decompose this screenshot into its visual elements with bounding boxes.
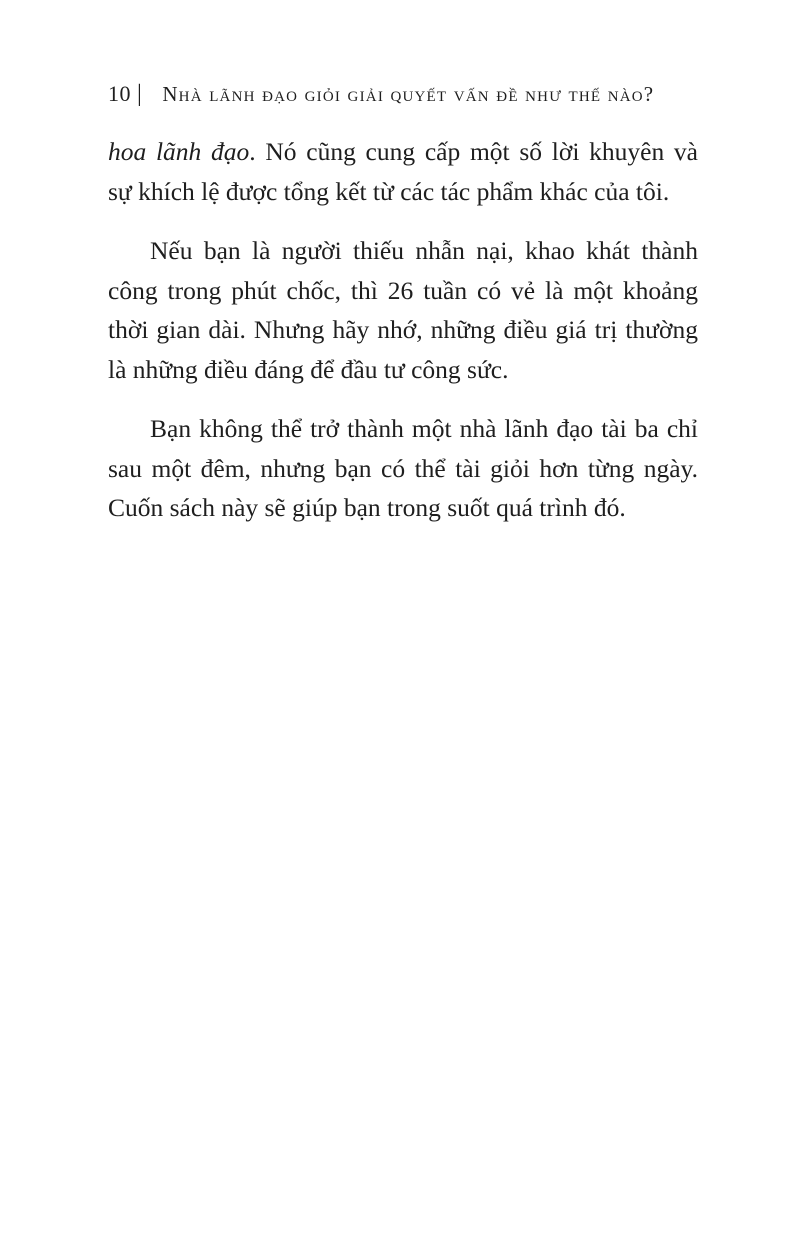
italic-phrase: hoa lãnh đạo	[108, 137, 250, 166]
text-line: sự khích lệ được tổng kết từ các tác phẩm khác của tôi.	[108, 176, 670, 206]
text-line: sau một đêm, nhưng bạn có thể tài giỏi hơn từng ngày.	[108, 453, 698, 483]
text-line: thời gian dài. Nhưng hãy nhớ, những điều giá trị thường	[108, 315, 698, 344]
paragraph-3	[108, 409, 698, 528]
text-line: Cuốn sách này sẽ giúp bạn trong suốt quá trình đó.	[108, 493, 626, 522]
running-header	[108, 78, 708, 110]
text-line: Nếu bạn là người thiếu nhẫn nại, khao khát thành	[150, 236, 698, 265]
text-line: Bạn không thể trở thành một nhà lãnh đạo tài ba chỉ	[150, 414, 698, 443]
body-text	[108, 132, 698, 548]
running-title: Nhà lãnh đạo giỏi giải quyết vấn đề như thế nào?	[162, 81, 655, 106]
text-line	[108, 132, 698, 172]
paragraph-1	[108, 132, 698, 211]
header-separator: |	[137, 80, 143, 107]
text-span: . Nó cũng cung cấp một số lời khuyên và	[249, 137, 698, 166]
text-line: là những điều đáng để đầu tư công sức.	[108, 354, 509, 384]
page-number: 10	[108, 81, 131, 106]
paragraph-2	[108, 231, 698, 389]
text-line: công trong phút chốc, thì 26 tuần có vẻ là một khoảng	[108, 275, 698, 305]
